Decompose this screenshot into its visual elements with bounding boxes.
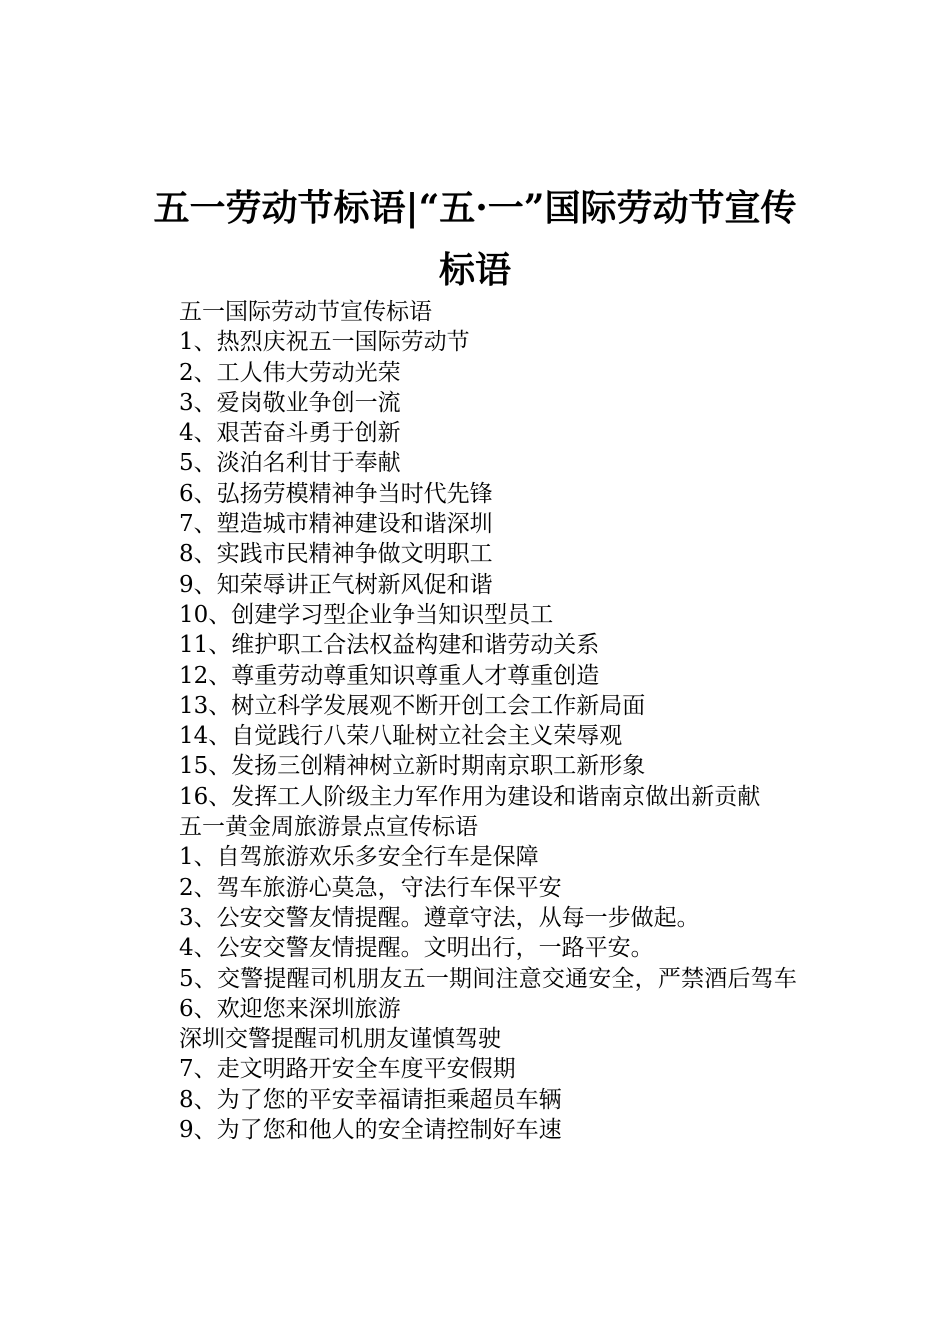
- slogan-item: 1、热烈庆祝五一国际劳动节: [179, 329, 470, 356]
- slogan-item: 11、维护职工合法权益构建和谐劳动关系: [179, 632, 600, 659]
- slogan-item: 6、弘扬劳模精神争当时代先锋: [179, 480, 493, 507]
- slogan-item: 5、交警提醒司机朋友五一期间注意交通安全，严禁酒后驾车: [179, 965, 798, 992]
- section-heading: 五一黄金周旅游景点宣传标语: [179, 814, 478, 841]
- slogan-item: 7、塑造城市精神建设和谐深圳: [179, 511, 493, 538]
- section-heading: 五一国际劳动节宣传标语: [179, 299, 432, 325]
- slogan-item: 2、驾车旅游心莫急，守法行车保平安: [179, 874, 562, 901]
- slogan-item: 4、公安交警友情提醒。文明出行，一路平安。: [179, 935, 654, 962]
- document-title-line-2: 标语: [438, 249, 511, 291]
- slogan-item: 14、自觉践行八荣八耻树立社会主义荣辱观: [179, 723, 623, 750]
- slogan-item: 4、艰苦奋斗勇于创新: [179, 420, 401, 447]
- slogan-item: 16、发挥工人阶级主力军作用为建设和谐南京做出新贡献: [179, 783, 761, 810]
- slogan-item: 1、自驾旅游欢乐多安全行车是保障: [179, 844, 539, 871]
- slogan-item: 5、淡泊名利甘于奉献: [179, 450, 401, 477]
- slogan-item: 15、发扬三创精神树立新时期南京职工新形象: [179, 753, 646, 780]
- slogan-item: 6、欢迎您来深圳旅游: [179, 995, 401, 1022]
- slogan-item: 2、工人伟大劳动光荣: [179, 359, 401, 386]
- slogan-item: 深圳交警提醒司机朋友谨慎驾驶: [179, 1026, 501, 1053]
- slogan-item: 8、为了您的平安幸福请拒乘超员车辆: [179, 1086, 562, 1113]
- document-body: [128, 297, 840, 1145]
- slogan-item: 13、树立科学发展观不断开创工会工作新局面: [179, 692, 646, 719]
- slogan-item: 10、创建学习型企业争当知识型员工: [179, 601, 554, 628]
- slogan-item: 9、知荣辱讲正气树新风促和谐: [179, 571, 493, 598]
- slogan-item: 3、公安交警友情提醒。遵章守法，从每一步做起。: [179, 904, 700, 931]
- slogan-item: 3、爱岗敬业争创一流: [179, 389, 401, 416]
- slogan-item: 12、尊重劳动尊重知识尊重人才尊重创造: [179, 662, 600, 689]
- document-title-line-1: 五一劳动节标语|“五·一”国际劳动节宣传: [153, 187, 797, 229]
- slogan-item: 8、实践市民精神争做文明职工: [179, 541, 493, 568]
- slogan-item: 9、为了您和他人的安全请控制好车速: [179, 1117, 562, 1144]
- slogan-item: 7、走文明路开安全车度平安假期: [179, 1056, 516, 1083]
